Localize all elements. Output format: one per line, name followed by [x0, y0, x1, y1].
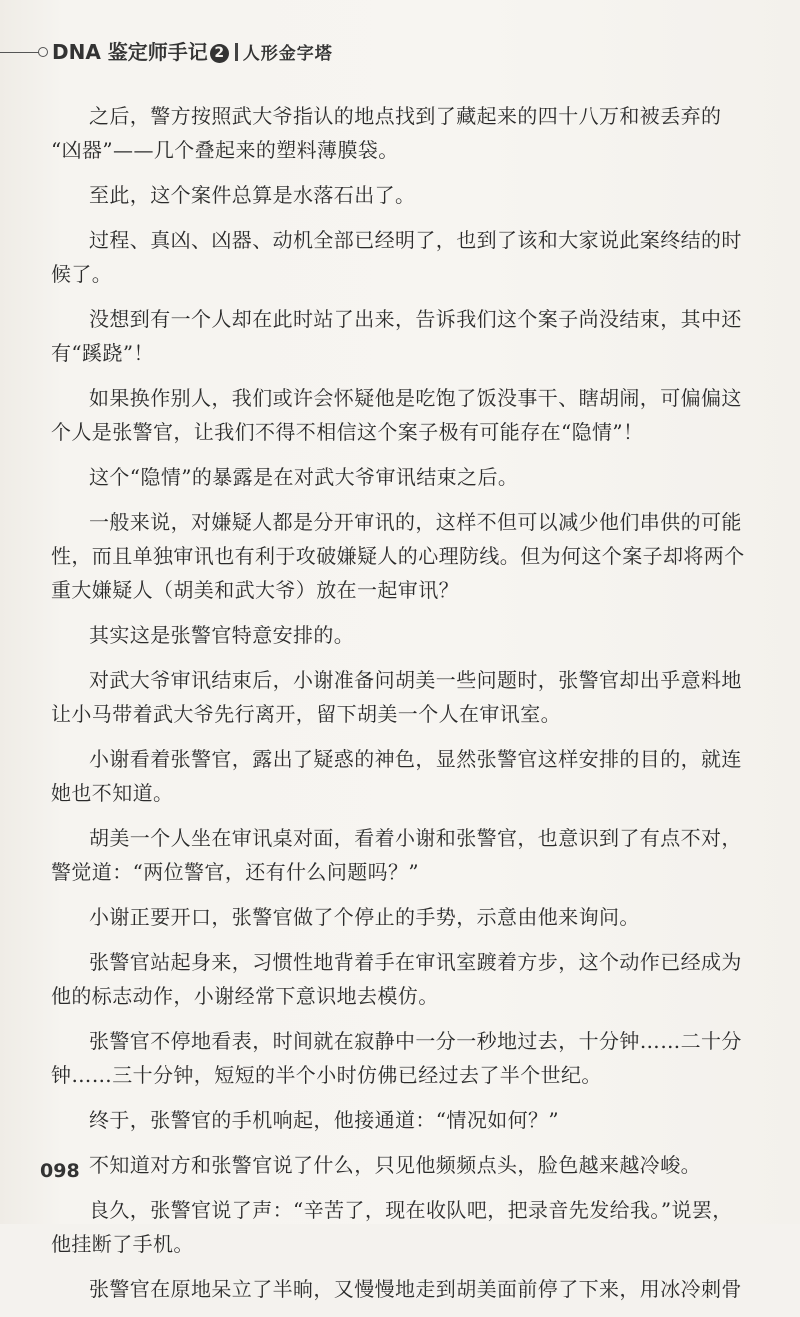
- paragraph: [51, 821, 742, 889]
- text-line: 至此，这个案件总算是水落石出了。: [89, 183, 416, 207]
- text-line: 终于，张警官的手机响起，他接通道：“情况如何？”: [89, 1108, 560, 1132]
- text-line: 个人是张警官，让我们不得不相信这个案子极有可能存在“隐情”！: [51, 420, 644, 444]
- text-line: 有“蹊跷”！: [51, 341, 154, 365]
- text-line: 他挂断了手机。: [51, 1232, 194, 1256]
- text-line: 警觉道：“两位警官，还有什么问题吗？”: [51, 860, 420, 884]
- text-line: 不知道对方和张警官说了什么，只见他频频点头，脸色越来越冷峻。: [89, 1153, 701, 1177]
- text-line: 一般来说，对嫌疑人都是分开审讯的，这样不但可以减少他们串供的可能: [89, 510, 742, 534]
- paragraph: [89, 460, 737, 494]
- text-line: 重大嫌疑人（胡美和武大爷）放在一起审讯？: [51, 578, 459, 602]
- paragraph: [51, 302, 742, 370]
- text-line: 小谢正要开口，张警官做了个停止的手势，示意由他来询问。: [89, 905, 640, 929]
- text-line: 她也不知道。: [51, 781, 174, 805]
- text-line: 如果换作别人，我们或许会怀疑他是吃饱了饭没事干、瞎胡闹，可偏偏这: [89, 386, 742, 410]
- text-line: 胡美一个人坐在审讯桌对面，看着小谢和张警官，也意识到了有点不对，: [89, 826, 742, 850]
- paragraph: [51, 99, 737, 167]
- paragraph: [89, 900, 737, 934]
- paragraph: [89, 1272, 742, 1306]
- header-series: [52, 38, 333, 68]
- page-number: 098: [40, 1160, 80, 1182]
- paragraph: [51, 1024, 742, 1092]
- text-line: 过程、真凶、凶器、动机全部已经明了，也到了该和大家说此案终结的时: [89, 228, 742, 252]
- paragraph: [51, 663, 742, 731]
- text-line: 性，而且单独审讯也有利于攻破嫌疑人的心理防线。但为何这个案子却将两个: [51, 544, 745, 568]
- text-line: 让小马带着武大爷先行离开，留下胡美一个人在审讯室。: [51, 702, 561, 726]
- header-separator: [235, 43, 238, 61]
- paragraph: [51, 223, 742, 291]
- paragraph: [51, 945, 742, 1013]
- book-subtitle: 人形金字塔: [242, 44, 333, 64]
- paragraph: [51, 1193, 737, 1261]
- text-line: 候了。: [51, 262, 113, 286]
- running-header: [0, 38, 800, 66]
- paragraph: [51, 742, 742, 810]
- text-line: 之后，警方按照武大爷指认的地点找到了藏起来的四十八万和被丢弃的: [89, 104, 722, 128]
- text-line: 对武大爷审讯结束后，小谢准备问胡美一些问题时，张警官却出乎意料地: [89, 668, 742, 692]
- paragraph: [89, 618, 737, 652]
- series-title: DNA 鉴定师手记: [52, 40, 208, 64]
- text-line: 没想到有一个人却在此时站了出来，告诉我们这个案子尚没结束，其中还: [89, 307, 742, 331]
- text-line: 小谢看着张警官，露出了疑惑的神色，显然张警官这样安排的目的，就连: [89, 747, 742, 771]
- text-line: “凶器”——几个叠起来的塑料薄膜袋。: [51, 138, 399, 162]
- header-rule: [0, 52, 40, 53]
- text-line: 其实这是张警官特意安排的。: [89, 623, 355, 647]
- text-line: 他的标志动作，小谢经常下意识地去模仿。: [51, 984, 439, 1008]
- text-line: 这个“隐情”的暴露是在对武大爷审讯结束之后。: [89, 465, 519, 489]
- text-line: 张警官站起身来，习惯性地背着手在审讯室踱着方步，这个动作已经成为: [89, 950, 742, 974]
- text-line: 张警官不停地看表，时间就在寂静中一分一秒地过去，十分钟……二十分: [89, 1029, 742, 1053]
- paragraph: [89, 1103, 737, 1137]
- text-line: 张警官在原地呆立了半晌，又慢慢地走到胡美面前停了下来，用冰冷刺骨: [89, 1277, 742, 1301]
- paragraph: [89, 178, 737, 212]
- paragraph: [51, 505, 745, 607]
- paragraph: [51, 381, 742, 449]
- text-line: 良久，张警官说了声：“辛苦了，现在收队吧，把录音先发给我。”说罢，: [89, 1198, 733, 1222]
- volume-number-badge: 2: [210, 44, 229, 63]
- header-circle-icon: [38, 47, 48, 57]
- text-line: 钟……三十分钟，短短的半个小时仿佛已经过去了半个世纪。: [51, 1063, 602, 1087]
- paragraph: [89, 1148, 737, 1182]
